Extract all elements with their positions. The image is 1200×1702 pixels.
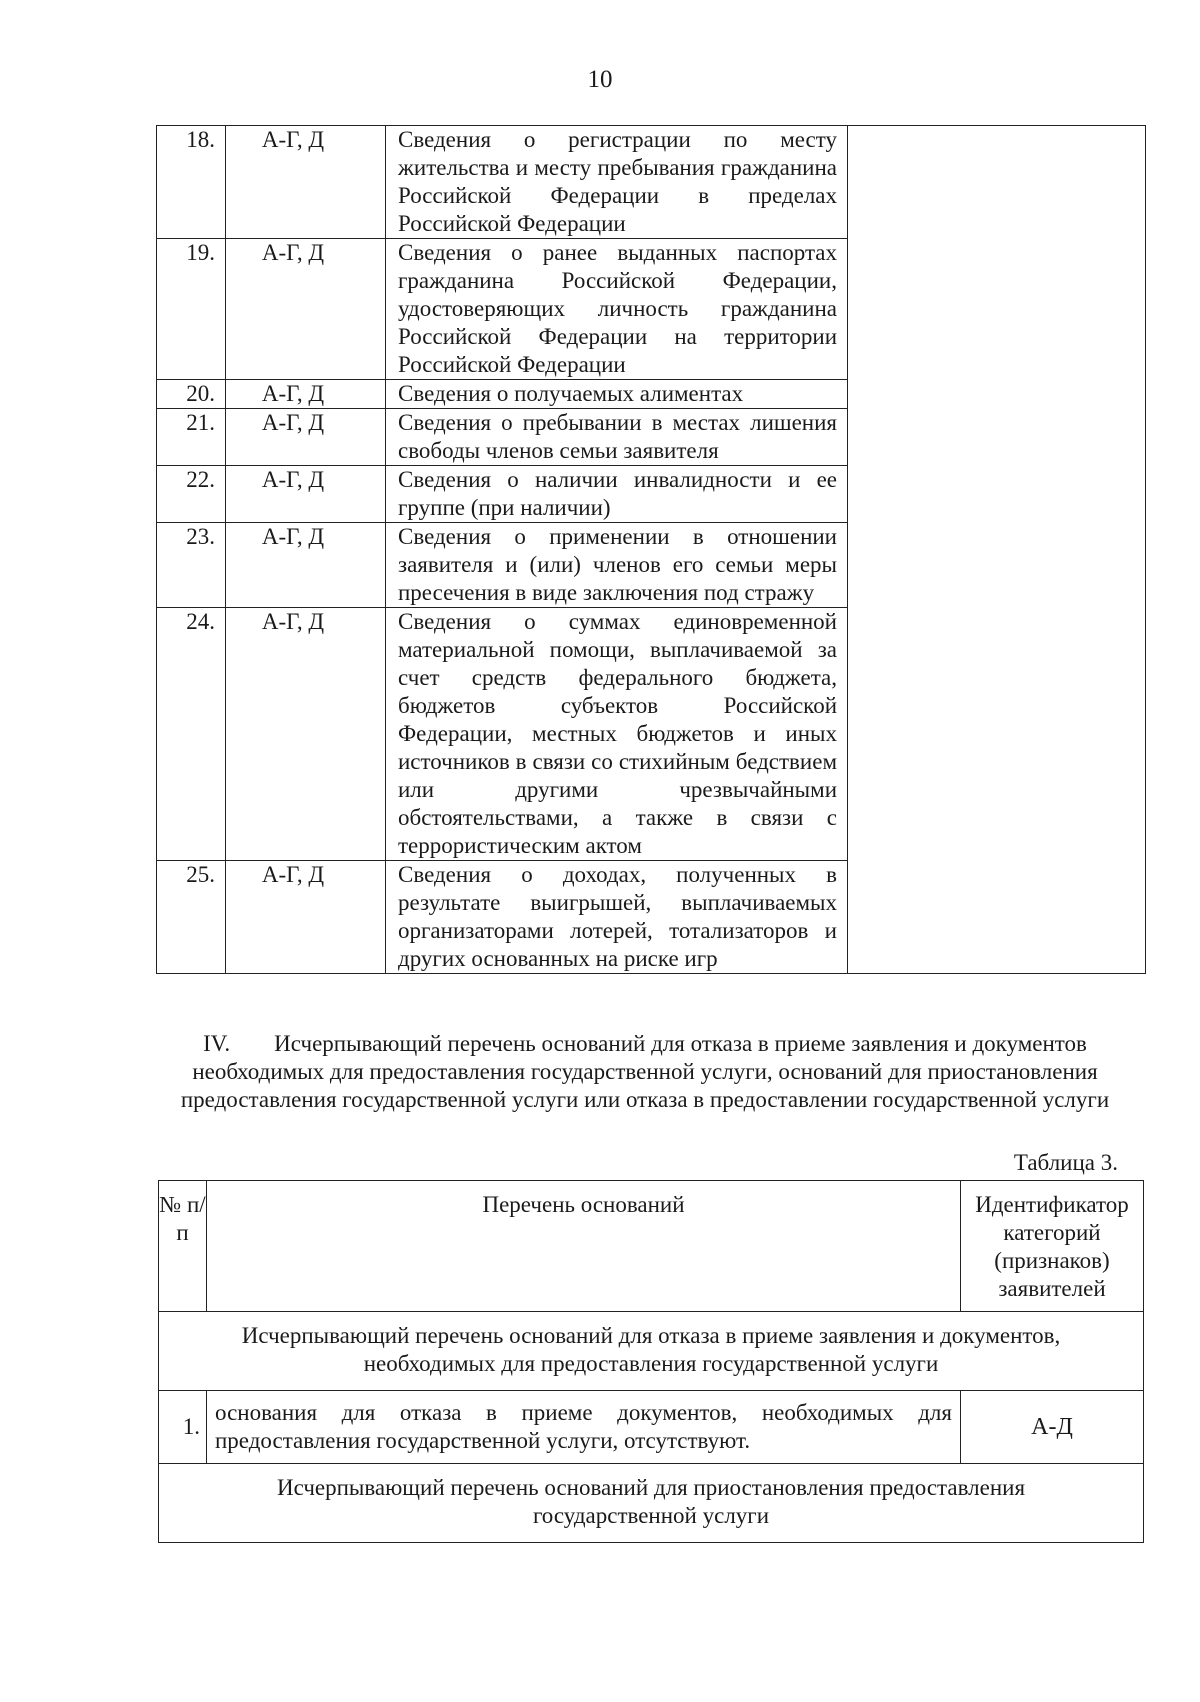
section-title: Исчерпывающий перечень оснований для отказа в приеме заявления и документов необходимых для предоставления государственной услуги, оснований для приостановления предоставления государственной услуги или отказа в предоставлении государственной услуги bbox=[180, 1031, 1110, 1112]
row-category: А-Г, Д bbox=[226, 409, 386, 466]
row-number: 19. bbox=[157, 239, 226, 380]
row-category-id: А-Д bbox=[961, 1391, 1144, 1464]
page-number: 10 bbox=[587, 66, 613, 93]
section-refusal-acceptance: Исчерпывающий перечень оснований для отказа в приеме заявления и документов, необходимых для предоставления государственной услуги bbox=[159, 1312, 1144, 1391]
row-description: Сведения о регистрации по месту жительства и месту пребывания гражданина Российской Федерации в пределах Российской Федерации bbox=[386, 126, 848, 239]
row-description: Сведения о доходах, полученных в результате выигрышей, выплачиваемых организаторами лотерей, тотализаторов и других основанных на риске игр bbox=[386, 861, 848, 974]
row-number: 21. bbox=[157, 409, 226, 466]
row-category: А-Г, Д bbox=[226, 523, 386, 608]
row-number: 23. bbox=[157, 523, 226, 608]
row-category: А-Г, Д bbox=[226, 466, 386, 523]
header-applicant-category-id: Идентификатор категорий (признаков) заявителей bbox=[961, 1181, 1144, 1312]
row-grounds: основания для отказа в приеме документов, необходимых для предоставления государственной услуги, отсутствуют. bbox=[207, 1391, 961, 1464]
row-description: Сведения о применении в отношении заявителя и (или) членов его семьи меры пресечения в виде заключения под стражу bbox=[386, 523, 848, 608]
row-description: Сведения о наличии инвалидности и ее группе (при наличии) bbox=[386, 466, 848, 523]
table-row bbox=[157, 126, 1146, 239]
row-number: 18. bbox=[157, 126, 226, 239]
info-table-continuation bbox=[156, 125, 1146, 974]
row-description: Сведения о ранее выданных паспортах гражданина Российской Федерации, удостоверяющих личность гражданина Российской Федерации на территории Российской Федерации bbox=[386, 239, 848, 380]
header-grounds-list: Перечень оснований bbox=[207, 1181, 961, 1312]
table-header-row bbox=[159, 1181, 1144, 1312]
header-number: № п/п bbox=[159, 1181, 207, 1312]
row-category: А-Г, Д bbox=[226, 126, 386, 239]
section-suspension: Исчерпывающий перечень оснований для приостановления предоставления государственной услуги bbox=[159, 1464, 1144, 1543]
section-row bbox=[159, 1464, 1144, 1543]
row-number: 25. bbox=[157, 861, 226, 974]
empty-column-cell bbox=[848, 126, 1146, 974]
row-description: Сведения о суммах единовременной материальной помощи, выплачиваемой за счет средств федерального бюджета, бюджетов субъектов Российской Федерации, местных бюджетов и иных источников в связи со стихийным бедствием или другими чрезвычайными обстоятельствами, а также в связи с террористическим актом bbox=[386, 608, 848, 861]
row-number: 24. bbox=[157, 608, 226, 861]
row-category: А-Г, Д bbox=[226, 608, 386, 861]
row-description: Сведения о получаемых алиментах bbox=[386, 380, 848, 409]
row-number: 20. bbox=[157, 380, 226, 409]
row-category: А-Г, Д bbox=[226, 380, 386, 409]
section-heading bbox=[150, 1030, 1140, 1114]
row-category: А-Г, Д bbox=[226, 861, 386, 974]
section-row bbox=[159, 1312, 1144, 1391]
section-roman-number: IV. bbox=[203, 1031, 231, 1056]
row-number: 22. bbox=[157, 466, 226, 523]
table-row bbox=[159, 1391, 1144, 1464]
refusal-grounds-table bbox=[158, 1180, 1144, 1543]
row-description: Сведения о пребывании в местах лишения свободы членов семьи заявителя bbox=[386, 409, 848, 466]
table-caption: Таблица 3. bbox=[1013, 1150, 1118, 1175]
row-category: А-Г, Д bbox=[226, 239, 386, 380]
row-number: 1. bbox=[159, 1391, 207, 1464]
